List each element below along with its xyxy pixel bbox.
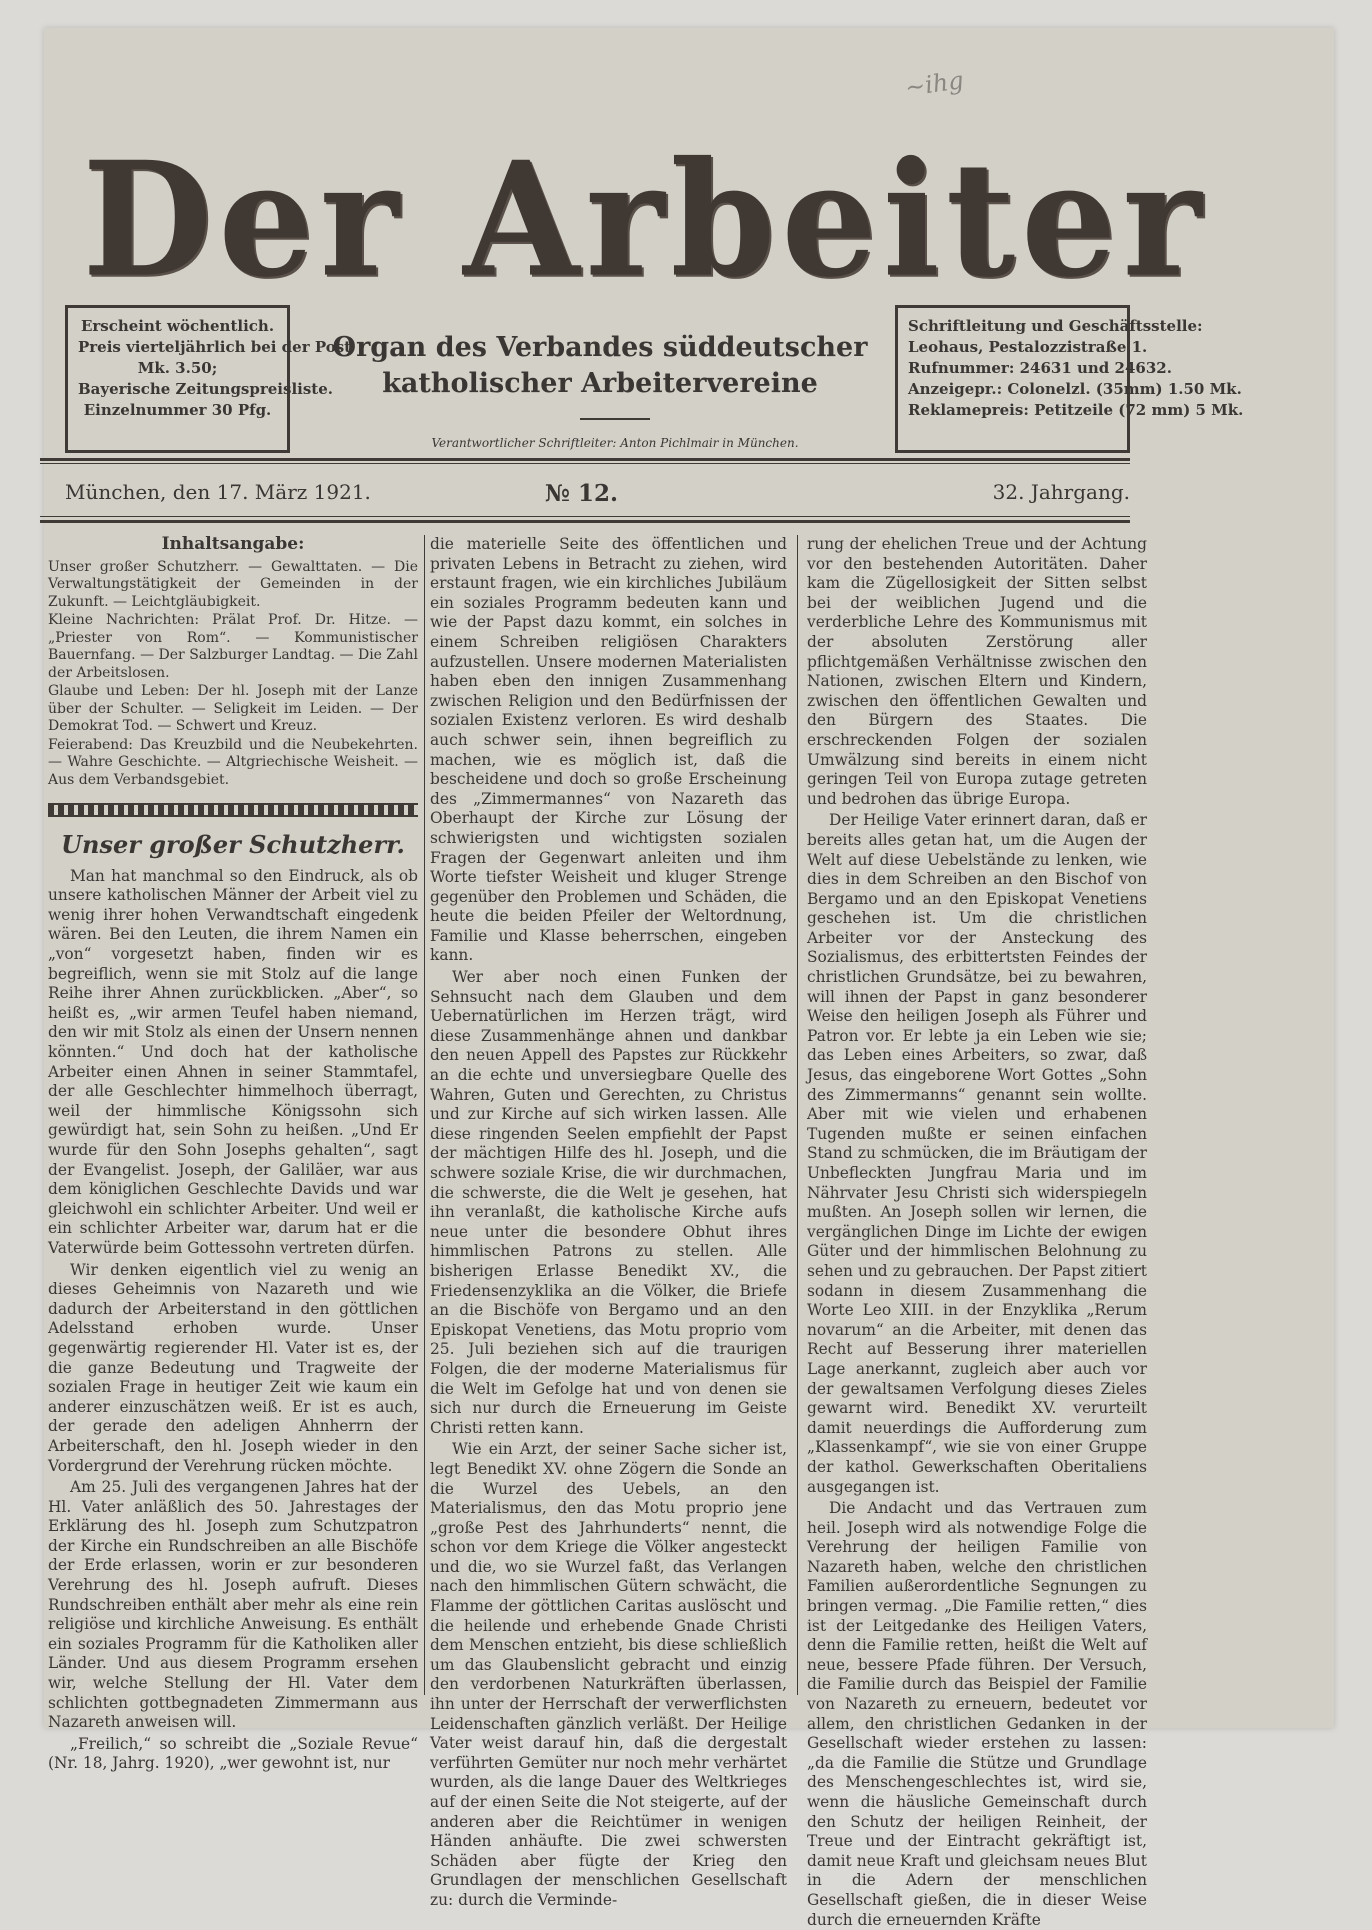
issue-number: № 12. [545, 480, 619, 507]
office-line: Schriftleitung und Geschäftsstelle: [908, 317, 1203, 335]
dateline [65, 480, 1130, 510]
paragraph: die materielle Seite des öffentlichen und privaten Lebens in Betracht zu ziehen, wird erstaunt fragen, wie ein kirchliches Jubiläum ein soziales Programm bedeuten kann und wie der Papst dazu kommt, ein solches in einem Schreiben religiösen Charakters aufzustellen. Unsere modernen Materialisten haben eben den innigen Zusammenhang zwischen Religion und den Bedürfnissen der sozialen Existenz verloren. Es wird deshalb auch schwer sein, ihnen begreiflich zu machen, wie es möglich ist, daß die bescheidene und doch so große Erscheinung des „Zimmermannes“ von Nazareth das Oberhaupt der Kirche zur Lösung der schwierigsten und wichtigsten sozialen Fragen der Gegenwart anleiten und ihm Worte tiefster Weisheit und kluger Strenge gegenüber den Problemen und Schäden, die heute die beiden Pfeiler der Weltordnung, Familie und Klasse beherrschen, eingeben kann. [430, 535, 787, 965]
paragraph: Die Andacht und das Vertrauen zum heil. Joseph wird als notwendige Folge die Verehrung der heiligen Familie von Nazareth haben, welche den christlichen Familien außerordentliche Segnungen zu bringen vermag. „Die Familie retten,“ dies ist der Leitgedanke des Heiligen Vaters, denn die Familie retten, heißt die Welt auf neue, bessere Pfade führen. Der Versuch, die Familie durch das Beispiel der Familie von Nazareth zu erneuern, bedeutet vor allem, den christlichen Gedanken in der Gesellschaft wieder erstehen zu lassen: „da die Familie die Stütze und Grundlage des Menschengeschlechtes ist, wird sie, wenn die häusliche Gemeinschaft durch den Schutz der heiligen Reinheit, der Treue und der Eintracht gekräftigt ist, damit neue Kraft und gleichsam neues Blut in die Adern der menschlichen Gesellschaft gießen, die in dieser Weise durch die erneuernden Kräfte [807, 1499, 1147, 1929]
toc-item: Unser großer Schutzherr. — Gewalttaten. — Die Verwaltungstätigkeit der Gemeinden in der Zukunft. — Leichtgläubigkeit. [48, 558, 418, 610]
dateline-rule [40, 516, 1130, 517]
office-line: Leohaus, Pestalozzistraße 1. [908, 338, 1148, 356]
organ-line: katholischer Arbeitervereine [382, 368, 818, 399]
office-line: Anzeigepr.: Colonelzl. (35mm) 1.50 Mk. [908, 380, 1242, 398]
office-line: Reklamepreis: Petitzeile (72 mm) 5 Mk. [908, 401, 1244, 419]
paragraph: Wer aber noch einen Funken der Sehnsucht nach dem Glauben und dem Uebernatürlichen im Herzen trägt, wird diese Zusammenhänge ahnen und dankbar den neuen Appell des Papstes zur Rückkehr an die echte und unversiegbare Quelle des Wahren, Guten und Gerechten, zu Christus und zur Kirche auf sich wirken lassen. Alle diese ringenden Seelen empfiehlt der Papst der mächtigen Hilfe des hl. Joseph, und die schwere soziale Krise, die wir durchmachen, die schwerste, die die Welt je gesehen, hat ihn veranlaßt, die katholische Kirche aufs neue unter die besondere Obhut ihres himmlischen Patrons zu stellen. Alle bisherigen Erlasse Benedikt XV., die Friedensenzyklika an die Völker, die Briefe an die Bischöfe von Bergamo und an den Episkopat Venetiens, das Motu proprio vom 25. Juli beziehen sich auf die traurigen Folgen, die der moderne Materialismus für die Welt im Gefolge hat und von denen sie sich nur durch die Erneuerung im Geiste Christi retten kann. [430, 968, 787, 1437]
toc-item: Kleine Nachrichten: Prälat Prof. Dr. Hitze. — „Priester von Rom“. — Kommunistischer Bauernfang. — Der Salzburger Landtag. — Die Zahl der Arbeitslosen. [48, 612, 418, 681]
ornamental-divider [48, 803, 418, 817]
column-1 [48, 534, 418, 1773]
paragraph: Der Heilige Vater erinnert daran, daß er bereits alles getan hat, um die Augen der Welt auf diese Uebelstände zu lenken, wie dies in dem Schreiben an den Bischof von Bergamo und an den Episkopat Venetiens geschehen ist. Um die christlichen Arbeiter vor der Ansteckung des Sozialismus, des erbittertsten Feindes der christlichen Grundsätze, bei zu bewahren, will ihnen der Papst in ganz besonderer Weise den heiligen Joseph als Führer und Patron vor. Er lebte ja ein Leben wie sie; das Leben eines Arbeiters, so zwar, daß Jesus, das eingeborene Wort Gottes „Sohn des Zimmermanns“ genannt sein wollte. Aber mit wie vielen und erhabenen Tugenden mußte er seinen einfachen Stand zu schmücken, die im Bräutigam der Unbefleckten Jungfrau Maria und im Nährvater Jesu Christi sich widerspiegeln mußten. An Joseph sollen wir lernen, die vergänglichen Dinge im Lichte der ewigen Güter und der himmlischen Belohnung zu sehen und zu gebrauchen. Der Papst zitiert sodann in diesem Zusammenhang die Worte Leo XIII. in der Enzyklika „Rerum novarum“ an die Arbeiter, mit denen das Recht auf Besserung ihrer materiellen Lage anerkannt, zugleich aber auch vor der gewaltsamen Verfolgung dieses Zieles gewarnt wird. Benedikt XV. verurteilt damit neuerdings die Aufforderung zum „Klassenkampf“, wie sie von einer Gruppe der kathol. Gewerkschaften Oberitaliens ausgegangen ist. [807, 811, 1147, 1496]
subscription-line: Erscheint wöchentlich. [80, 317, 275, 335]
article-title: Unser großer Schutzherr. [61, 830, 405, 860]
toc-item: Glaube und Leben: Der hl. Joseph mit der Lanze über der Schulter. — Seligkeit im Leiden. — Der Demokrat Tod. — Schwert und Kreuz. [48, 683, 418, 735]
header-rule [40, 458, 1130, 461]
paragraph: rung der ehelichen Treue und der Achtung vor den bestehenden Autoritäten. Daher kam die Zügellosigkeit der Sitten selbst bei der weiblichen Jugend und die verderbliche Lehre des Kommunismus mit der absoluten Zerstörung aller pflichtgemäßen Verhältnisse zwischen den Nationen, zwischen Eltern und Kindern, zwischen den öffentlichen Gewalten und den Bürgern des Staates. Die erschreckenden Folgen der sozialen Umwälzung sind bereits in einem nicht geringen Teil von Europa zutage getreten und bedrohen das übrige Europa. [807, 535, 1147, 808]
paragraph: „Freilich,“ so schreibt die „Soziale Revue“ (Nr. 18, Jahrg. 1920), „wer gewohnt ist, nur [48, 1734, 418, 1773]
paragraph: Am 25. Juli des vergangenen Jahres hat der Hl. Vater anläßlich des 50. Jahrestages der Erklärung des hl. Joseph zum Schutzpatron der Kirche ein Rundschreiben an alle Bischöfe der Erde erlassen, worin er zur besonderen Verehrung des hl. Joseph aufruft. Dieses Rundschreiben enthält aber mehr als eine rein religiöse und kirchliche Anweisung. Es enthält ein soziales Programm für die Katholiken aller Länder. Und aus diesem Programm ersehen wir, welche Stellung der Hl. Vater dem schlichten gottbegnadeten Zimmermann aus Nazareth anweisen will. [48, 1478, 418, 1732]
subscription-line: Bayerische Zeitungspreisliste. [78, 380, 333, 398]
paragraph: Man hat manchmal so den Eindruck, als ob unsere katholischen Männer der Arbeit viel zu wenig ihrer hohen Verwandtschaft eingedenk wären. Bei den Leuten, die ihrem Namen ein „von“ vorgesetzt haben, finden wir es begreiflich, wenn sie mit Stolz auf die lange Reihe ihrer Ahnen zurückblicken. „Aber“, so heißt es, „wir armen Teufel haben niemand, den wir mit Stolz als einen der Unsern nennen könnten.“ Und doch hat der katholische Arbeiter einen Ahnen in seiner Stammtafel, der alle Geschlechter himmelhoch überragt, weil der himmlische Königssohn sich gewürdigt hat, sein Sohn zu heißen. „Und Er wurde für den Sohn Josephs gehalten“, sagt der Evangelist. Joseph, der Galiläer, war aus dem königlichen Geschlechte Davids und war gleichwohl ein schlichter Arbeiter. Und weil er ein schlichter Arbeiter war, darum hat er die Vaterwürde beim Gottessohn vertreten dürfen. [48, 866, 418, 1257]
pencil-note: ~ihg [903, 66, 966, 102]
divider [580, 418, 650, 420]
subscription-line: Mk. 3.50; [137, 359, 218, 377]
editor-line: Verantwortlicher Schriftleiter: Anton Pichlmair in München. [431, 436, 799, 450]
subscription-box [65, 305, 352, 453]
office-box [895, 305, 1244, 453]
toc-item: Feierabend: Das Kreuzbild und die Neubekehrten. — Wahre Geschichte. — Altgriechische Weisheit. — Aus dem Verbandsgebiet. [48, 736, 418, 788]
header-rule [40, 463, 1130, 464]
organ-line: Organ des Verbandes süddeutscher [332, 332, 868, 363]
paragraph: Wir denken eigentlich viel zu wenig an dieses Geheimnis von Nazareth und wie dadurch der Arbeiterstand in den göttlichen Adelsstand erhoben wurde. Unser gegenwärtig regierender Hl. Vater ist es, der die ganze Bedeutung und Tragweite der sozialen Frage in heutiger Zeit wie kaum ein anderer einzuschätzen weiß. Er ist es auch, der gerade den adeligen Ahnherrn der Arbeiterschaft, den hl. Joseph wieder in den Vordergrund der Verehrung rücken möchte. [48, 1260, 418, 1475]
table-of-contents [48, 535, 418, 789]
paragraph: Wie ein Arzt, der seiner Sache sicher ist, legt Benedikt XV. ohne Zögern die Sonde an die Wurzel des Uebels, an den Materialismus, den das Motu proprio jene „große Pest des Jahrhunderts“ nennt, die schon vor dem Kriege die Völker angesteckt und die, wo sie Wurzel faßt, das Verlangen nach den himmlischen Gütern schwächt, die Flamme der göttlichen Caritas auslöscht und die heilende und erhebende Gnade Christi dem Menschen entzieht, bis diese schließlich um das Glaubenslicht gebracht und einzig den verdorbenen Naturkräften überlassen, ihn unter der Herrschaft der verwerflichsten Leidenschaften gänzlich verläßt. Der Heilige Vater weist darauf hin, daß die dergestalt verführten Gemüter nur noch mehr verhärtet wurden, als die lange Dauer des Weltkrieges auf der einen Seite die Not steigerte, auf der anderen aber die Reichtümer in wenigen Händen anhäufte. Die zwei schwersten Schäden aber fügte der Krieg den Grundlagen der menschlichen Gesellschaft zu: durch die Verminde- [430, 1440, 787, 1909]
office-line: Rufnummer: 24631 und 24632. [908, 359, 1172, 377]
subscription-line: Preis vierteljährlich bei der Post [78, 338, 352, 356]
volume: 32. Jahrgang. [992, 480, 1130, 504]
organ-subtitle [330, 330, 870, 402]
subscription-line: Einzelnummer 30 Pfg. [83, 401, 272, 419]
toc-title: Inhaltsangabe: [161, 534, 305, 554]
issue-date: München, den 17. März 1921. [65, 480, 371, 504]
masthead-title: Der Arbeiter [82, 127, 1208, 313]
column-rule [797, 535, 798, 1695]
column-rule [424, 535, 425, 1695]
dateline-rule [40, 520, 1130, 523]
column-3 [807, 535, 1147, 1929]
column-2 [430, 535, 787, 1909]
